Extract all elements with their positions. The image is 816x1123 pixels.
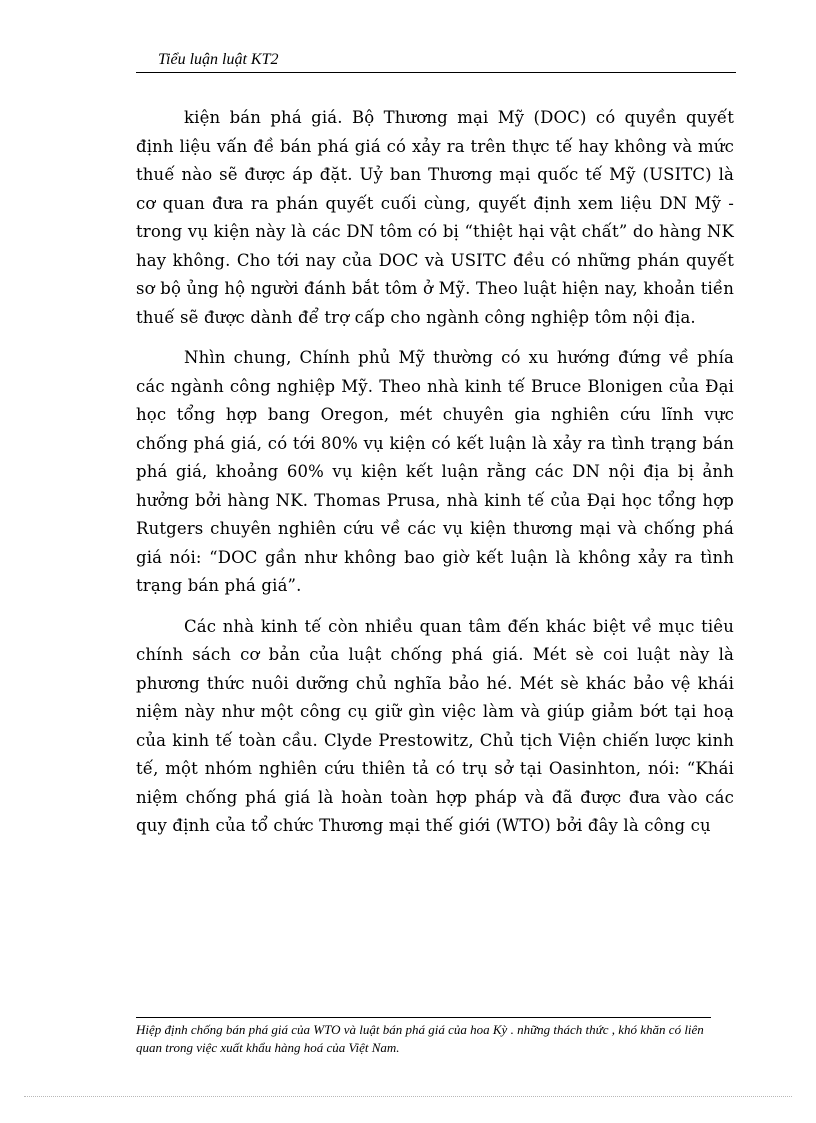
footer-note: Hiệp định chống bán phá giá của WTO và luật bán phá giá của hoa Kỳ . những thách thức , khó khăn có liên quan trong việc xuất khẩu hàng hoá của Việt Nam. [136, 1022, 704, 1055]
header-title: Tiểu luận luật KT2 [158, 51, 279, 68]
page-header [136, 47, 736, 73]
footer-divider [136, 1017, 711, 1018]
page-bottom-edge [24, 1096, 792, 1097]
paragraph-3: Các nhà kinh tế còn nhiều quan tâm đến khác biệt về mục tiêu chính sách cơ bản của luật chống phá giá. Mét sè coi luật này là phương thức nuôi dưỡng chủ nghĩa bảo hé. Mét sè khác bảo vệ khái niệm này như một công cụ giữ gìn việc làm và giúp giảm bớt tại hoạ của kinh tế toàn cầu. Clyde Prestowitz, Chủ tịch Viện chiến lược kinh tế, một nhóm nghiên cứu thiên tả có trụ sở tại Oasinhton, nói: “Khái niệm chống phá giá là hoàn toàn hợp pháp và đã được đưa vào các quy định của tổ chức Thương mại thế giới (WTO) bởi đây là công cụ [136, 616, 734, 835]
document-body [136, 104, 734, 853]
paragraph-2: Nhìn chung, Chính phủ Mỹ thường có xu hướng đứng về phía các ngành công nghiệp Mỹ. Theo nhà kinh tế Bruce Blonigen của Đại học tổng hợp bang Oregon, mét chuyên gia nghiên cứu lĩnh vực chống phá giá, có tới 80% vụ kiện có kết luận là xảy ra tình trạng bán phá giá, khoảng 60% vụ kiện kết luận rằng các DN nội địa bị ảnh hưởng bởi hàng NK. Thomas Prusa, nhà kinh tế của Đại học tổng hợp Rutgers chuyên nghiên cứu về các vụ kiện thương mại và chống phá giá nói: “DOC gần như không bao giờ kết luận là không xảy ra tình trạng bán phá giá”. [136, 348, 734, 595]
paragraph-1: kiện bán phá giá. Bộ Thương mại Mỹ (DOC) có quyền quyết định liệu vấn đề bán phá giá có xảy ra trên thực tế hay không và mức thuế nào sẽ được áp đặt. Uỷ ban Thương mại quốc tế Mỹ (USITC) là cơ quan đưa ra phán quyết cuối cùng, quyết định xem liệu DN Mỹ - trong vụ kiện này là các DN tôm có bị “thiệt hại vật chất” do hàng NK hay không. Cho tới nay của DOC và USITC đều có những phán quyết sơ bộ ủng hộ người đánh bắt tôm ở Mỹ. Theo luật hiện nay, khoản tiền thuế sẽ được dành để trợ cấp cho ngành công nghiệp tôm nội địa. [136, 108, 734, 327]
